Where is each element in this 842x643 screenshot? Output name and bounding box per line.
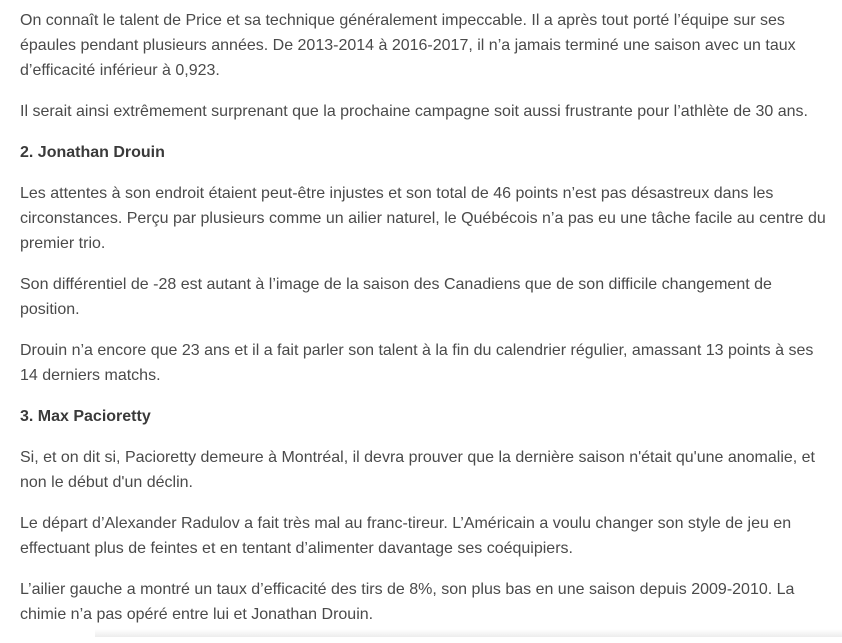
paragraph-drouin-finish: Drouin n’a encore que 23 ans et il a fait parler son talent à la fin du calendrier régulier, amassant 13 points à ses 14 derniers matchs. (20, 342, 814, 384)
bottom-shadow-divider (95, 629, 842, 637)
paragraph-price-outlook: Il serait ainsi extrêmement surprenant que la prochaine campagne soit aussi frustrante pour l’athlète de 30 ans. (20, 103, 808, 120)
paragraph-drouin-expectations: Les attentes à son endroit étaient peut-être injustes et son total de 46 points n’est pas désastreux dans les circonstances. Perçu par plusieurs comme un ailier naturel, le Québécois n’a pas eu une tâche facile au centre du premier trio. (20, 185, 826, 252)
paragraph-drouin-differential: Son différentiel de -28 est autant à l’image de la saison des Canadiens que de son difficile changement de position. (20, 276, 772, 318)
section-heading-drouin: 2. Jonathan Drouin (20, 144, 165, 161)
paragraph-pacioretty-shooting: L’ailier gauche a montré un taux d’efficacité des tirs de 8%, son plus bas en une saison depuis 2009-2010. La chimie n’a pas opéré entre lui et Jonathan Drouin. (20, 581, 795, 623)
paragraph-pacioretty-montreal: Si, et on dit si, Pacioretty demeure à Montréal, il devra prouver que la dernière saison n'était qu'une anomalie, et non le début d'un déclin. (20, 449, 815, 491)
paragraph-pacioretty-radulov: Le départ d’Alexander Radulov a fait très mal au franc-tireur. L’Américain a voulu changer son style de jeu en effectuant plus de feintes et en tentant d’alimenter davantage ses coéquipiers. (20, 515, 792, 557)
section-heading-pacioretty: 3. Max Pacioretty (20, 408, 151, 425)
article-body (20, 8, 828, 643)
paragraph-price-talent: On connaît le talent de Price et sa technique généralement impeccable. Il a après tout porté l’équipe sur ses épaules pendant plusieurs années. De 2013-2014 à 2016-2017, il n’a jamais terminé une saison avec un taux d’efficacité inférieur à 0,923. (20, 12, 796, 79)
